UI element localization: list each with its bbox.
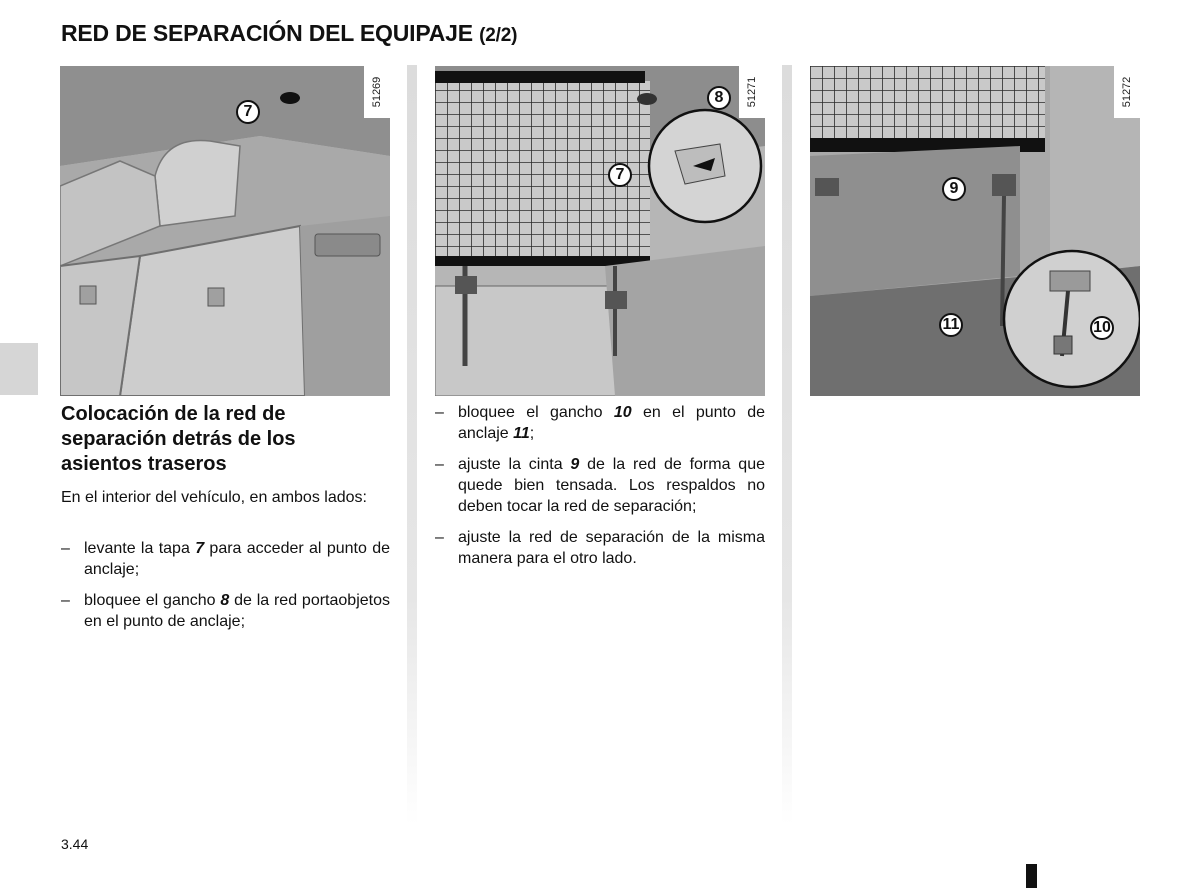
instruction-list: [435, 402, 765, 579]
column-divider: [782, 65, 792, 825]
list-item: – ajuste la red de separación de la misma manera para el otro lado.: [435, 529, 765, 567]
instruction-list: [61, 538, 390, 642]
figure-strap-anchor: [810, 66, 1140, 396]
title-part: (2/2): [479, 25, 518, 46]
column-divider: [407, 65, 417, 825]
callout-7: 7: [236, 100, 260, 124]
intro-text: En el interior del vehículo, en ambos lados:: [61, 489, 367, 506]
figure-code: 51272: [1114, 66, 1140, 118]
illustration-rear-seats: [60, 66, 390, 396]
section-heading: Colocación de la red de separación detrás de los asientos traseros: [61, 403, 296, 475]
figure-rear-seats: [60, 66, 390, 396]
callout-8: 8: [707, 86, 731, 110]
figure-net-hook: [435, 66, 765, 396]
list-item: – levante la tapa 7 para acceder al punto de anclaje;: [61, 540, 390, 578]
list-item: – ajuste la cinta 9 de la red de forma que quede bien tensada. Los respaldos no deben tocar la red de separación;: [435, 456, 765, 515]
page-number: 3.44: [61, 836, 89, 852]
figure-code: 51271: [739, 66, 765, 118]
page-edge-marker: [1026, 864, 1037, 888]
section-tab: [0, 343, 38, 395]
illustration-net-hook: [435, 66, 765, 396]
callout-7: 7: [608, 163, 632, 187]
callout-9: 9: [942, 177, 966, 201]
callout-11: 11: [939, 313, 963, 337]
illustration-strap-anchor: [810, 66, 1140, 396]
list-item: – bloquee el gancho 8 de la red portaobjetos en el punto de anclaje;: [61, 592, 390, 630]
figure-code: 51269: [364, 66, 390, 118]
title-text: RED DE SEPARACIÓN DEL EQUIPAJE: [61, 20, 473, 46]
callout-10: 10: [1090, 316, 1114, 340]
page-title: [61, 20, 517, 47]
list-item: – bloquee el gancho 10 en el punto de anclaje 11;: [435, 404, 765, 442]
